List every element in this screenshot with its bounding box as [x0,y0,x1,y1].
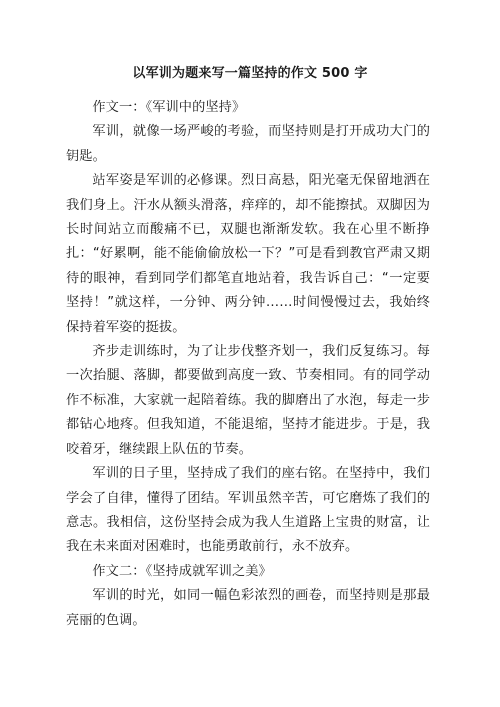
document-body [66,96,430,633]
paragraph: 齐步走训练时，为了让步伐整齐划一，我们反复练习。每一次抬腿、落脚，都要做到高度一致、节奏相同。有的同学动作不标准，大家就一起陪着练。我的脚磨出了水泡，每走一步都钻心地疼。但我知道，不能退缩，坚持才能进步。于是，我咬着牙，继续跟上队伍的节奏。 [66,344,430,457]
essay-one-heading: 作文一：《军训中的坚持》 [92,100,246,115]
document-title: 以军训为题来写一篇坚持的作文 500 字 [132,66,368,81]
paragraph: 站军姿是军训的必修课。烈日高悬，阳光毫无保留地洒在我们身上。汗水从额头滑落，痒痒的，却不能擦拭。双脚因为长时间站立而酸痛不已，双腿也渐渐发软。我在心里不断挣扎：“好累啊，能不能偷偷放松一下？”可是看到教官严肃又期待的眼神，看到同学们都笔直地站着，我告诉自己：“一定要坚持！”就这样，一分钟、两分钟……时间慢慢过去，我始终保持着军姿的挺拔。 [66,173,430,335]
paragraph: 军训的日子里，坚持成了我们的座右铭。在坚持中，我们学会了自律，懂得了团结。军训虽然辛苦，可它磨炼了我们的意志。我相信，这份坚持会成为我人生道路上宝贵的财富，让我在未来面对困难时，也能勇敢前行，永不放弃。 [66,466,430,555]
essay-two-heading: 作文二：《坚持成就军训之美》 [92,563,272,579]
paragraph: 军训，就像一场严峻的考验，而坚持则是打开成功大门的钥匙。 [66,124,430,164]
paragraph: 军训的时光，如同一幅色彩浓烈的画卷，而坚持则是那最亮丽的色调。 [66,588,430,628]
